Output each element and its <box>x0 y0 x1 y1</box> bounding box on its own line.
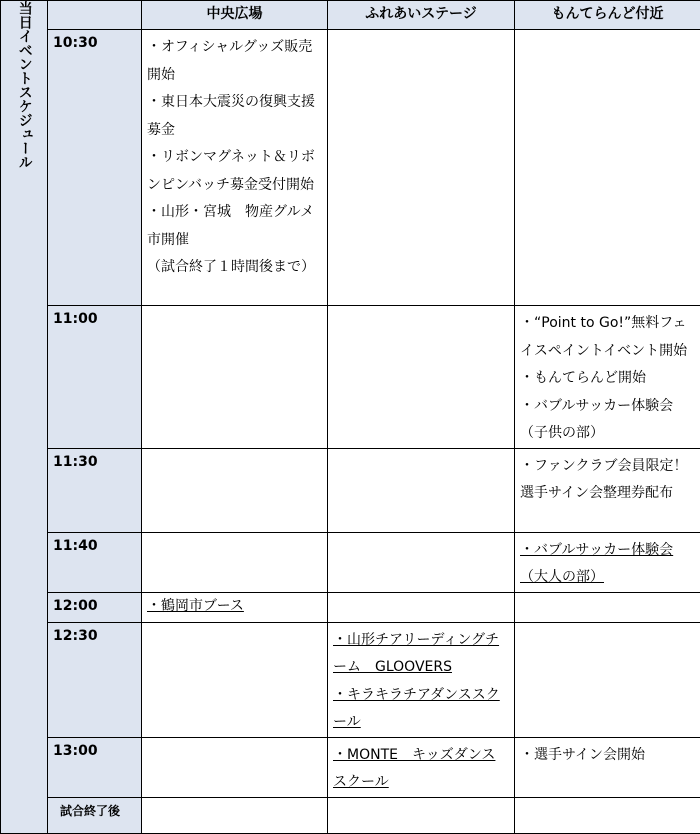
list-item: ・バブルサッカー体験会（子供の部） <box>520 393 695 448</box>
table-row <box>1 30 700 306</box>
list-item: ・“Point to Go!”無料フェイスペイントイベント開始 <box>520 310 695 365</box>
stage-cell <box>328 592 515 622</box>
column-header-monteland: もんてらんど付近 <box>515 1 700 30</box>
time-cell: 11:00 <box>48 306 142 449</box>
central-cell <box>142 448 328 532</box>
table-row <box>1 737 700 797</box>
monteland-cell <box>515 592 700 622</box>
time-cell: 11:30 <box>48 448 142 532</box>
list-item: ・キラキラチアダンススクール <box>333 682 509 737</box>
central-cell <box>142 30 328 306</box>
list-item: ・オフィシャルグッズ販売開始 <box>147 34 322 89</box>
monteland-cell <box>515 797 700 833</box>
time-cell: 試合終了後 <box>48 797 142 833</box>
stage-cell <box>328 306 515 449</box>
stage-cell <box>328 737 515 797</box>
time-cell: 10:30 <box>48 30 142 306</box>
monteland-cell <box>515 737 700 797</box>
list-item: ・もんてらんど開始 <box>520 365 695 393</box>
column-header-stage: ふれあいステージ <box>328 1 515 30</box>
list-item: ・山形チアリーディングチーム GLOOVERS <box>333 627 509 682</box>
list-item: ・選手サイン会開始 <box>520 742 695 770</box>
central-cell <box>142 306 328 449</box>
header-corner <box>48 1 142 30</box>
list-item: ・東日本大震災の復興支援募金 <box>147 89 322 144</box>
time-cell: 12:00 <box>48 592 142 622</box>
list-item: ・鶴岡市ブース <box>147 593 322 621</box>
central-cell <box>142 532 328 592</box>
central-cell <box>142 797 328 833</box>
list-item: ・MONTE キッズダンススクール <box>333 742 509 797</box>
stage-cell <box>328 30 515 306</box>
monteland-cell <box>515 448 700 532</box>
stage-cell <box>328 797 515 833</box>
side-label-cell <box>1 1 48 834</box>
stage-cell <box>328 532 515 592</box>
table-row <box>1 532 700 592</box>
table-row <box>1 448 700 532</box>
stage-cell <box>328 448 515 532</box>
list-item: ・バブルサッカー体験会（大人の部） <box>520 537 695 592</box>
time-cell: 13:00 <box>48 737 142 797</box>
table-row <box>1 622 700 737</box>
monteland-cell <box>515 532 700 592</box>
list-item: ・ファンクラブ会員限定！選手サイン会整理券配布 <box>520 453 695 508</box>
list-item: ・リボンマグネット＆リボンピンバッチ募金受付開始 <box>147 144 322 199</box>
central-cell <box>142 737 328 797</box>
monteland-cell <box>515 30 700 306</box>
table-row <box>1 592 700 622</box>
column-header-central: 中央広場 <box>142 1 328 30</box>
monteland-cell <box>515 622 700 737</box>
stage-cell <box>328 622 515 737</box>
header-row <box>1 1 700 30</box>
time-cell: 11:40 <box>48 532 142 592</box>
table-row <box>1 797 700 833</box>
list-item: ・山形・宮城 物産グルメ市開催 <box>147 199 322 254</box>
time-cell: 12:30 <box>48 622 142 737</box>
central-cell <box>142 622 328 737</box>
table-row <box>1 306 700 449</box>
central-cell <box>142 592 328 622</box>
side-label: 当日イベントスケジュール <box>10 1 38 169</box>
list-item: （試合終了１時間後まで） <box>147 254 322 282</box>
monteland-cell <box>515 306 700 449</box>
